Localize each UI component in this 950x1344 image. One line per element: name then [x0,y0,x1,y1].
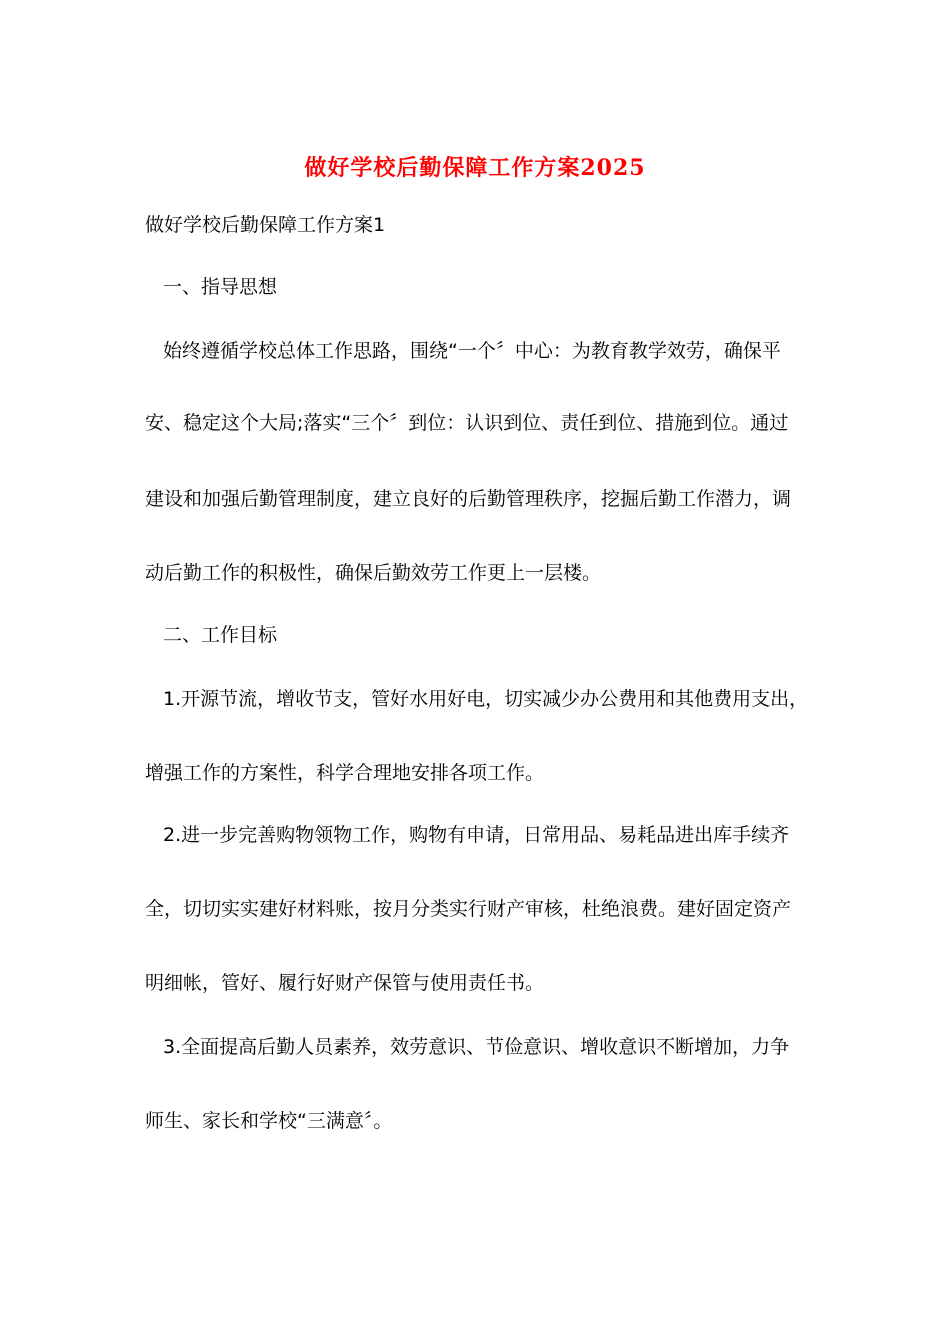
paragraph-line: 安、稳定这个大局;落实“三个〞到位：认识到位、责任到位、措施到位。通过 [145,412,789,434]
list-item-line: 3.全面提高后勤人员素养，效劳意识、节俭意识、增收意识不断增加，力争 [163,1036,790,1058]
list-item-line: 2.进一步完善购物领物工作，购物有申请，日常用品、易耗品进出库手续齐 [163,824,790,846]
list-item-line: 全，切切实实建好材料账，按月分类实行财产审核，杜绝浪费。建好固定资产 [145,898,792,920]
section-heading-work-goals: 二、工作目标 [163,624,278,646]
list-item-line: 1.开源节流，增收节支，管好水用好电，切实减少办公费用和其他费用支出， [163,688,809,710]
paragraph-line: 建设和加强后勤管理制度，建立良好的后勤管理秩序，挖掘后勤工作潜力，调 [145,488,792,510]
list-item-line: 师生、家长和学校“三满意〞。 [145,1110,393,1132]
list-item-line: 明细帐，管好、履行好财产保管与使用责任书。 [145,972,545,994]
document-subtitle: 做好学校后勤保障工作方案1 [145,214,386,236]
section-heading-guiding-ideology: 一、指导思想 [163,276,278,298]
paragraph-line: 始终遵循学校总体工作思路，围绕“一个〞中心：为教育教学效劳，确保平 [163,340,781,362]
list-item-line: 增强工作的方案性，科学合理地安排各项工作。 [145,762,545,784]
document-title: 做好学校后勤保障工作方案2025 [304,155,646,181]
paragraph-line: 动后勤工作的积极性，确保后勤效劳工作更上一层楼。 [145,562,602,584]
